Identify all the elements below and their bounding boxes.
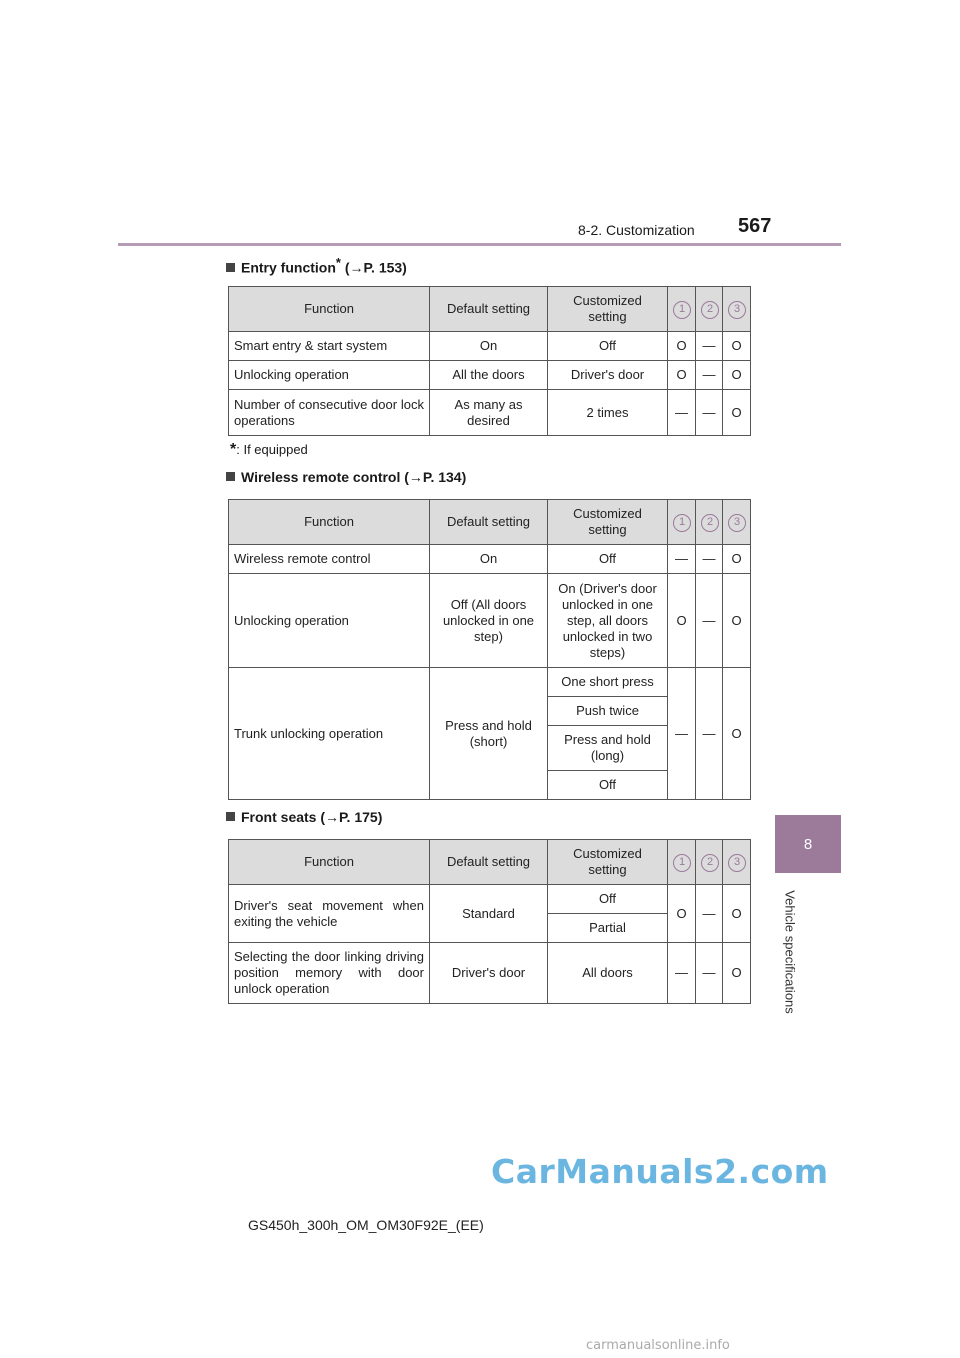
column-customized: Customized setting xyxy=(548,287,668,332)
table-row: Trunk unlocking operation Press and hold (short) One short press — — O xyxy=(229,668,751,697)
square-bullet-icon xyxy=(226,812,235,821)
column-2 xyxy=(696,840,723,885)
option-cell: One short press xyxy=(548,668,668,697)
footnote-mark: * xyxy=(335,255,341,270)
circled-2-icon: 2 xyxy=(701,854,719,872)
seats-heading-text: Front seats xyxy=(241,809,317,825)
column-default: Default setting xyxy=(430,840,548,885)
wireless-page-ref[interactable]: (→P. 134) xyxy=(400,469,467,485)
column-function: Function xyxy=(229,840,430,885)
chapter-side-label: Vehicle specifications xyxy=(782,890,798,1014)
footnote-star: * xyxy=(230,441,237,458)
table-header-row xyxy=(229,287,751,332)
entry-function-table xyxy=(228,286,751,436)
watermark-secondary: carmanualsonline.info xyxy=(586,1338,730,1353)
front-seats-table xyxy=(228,839,751,1004)
header-rule xyxy=(118,243,841,246)
column-3 xyxy=(723,287,751,332)
column-1 xyxy=(668,840,696,885)
option-cell: Partial xyxy=(548,914,668,943)
column-customized: Customized setting xyxy=(548,500,668,545)
column-1 xyxy=(668,500,696,545)
table-row: Unlocking operation Off (All doors unlocked in one step) On (Driver's door unlocked in one step, all doors unlocked in two steps) O — O xyxy=(229,574,751,668)
column-default: Default setting xyxy=(430,287,548,332)
circled-3-icon: 3 xyxy=(728,301,746,319)
circled-3-icon: 3 xyxy=(728,514,746,532)
option-cell: Press and hold (long) xyxy=(548,726,668,771)
circled-3-icon: 3 xyxy=(728,854,746,872)
watermark-logo: CarManuals2.com xyxy=(491,1152,829,1191)
circled-2-icon: 2 xyxy=(701,514,719,532)
circled-1-icon: 1 xyxy=(673,854,691,872)
option-cell: Off xyxy=(548,885,668,914)
table-row: Smart entry & start system On Off O — O xyxy=(229,332,751,361)
footnote xyxy=(230,441,308,459)
wireless-remote-table xyxy=(228,499,751,800)
column-2 xyxy=(696,287,723,332)
column-customized: Customized setting xyxy=(548,840,668,885)
column-1 xyxy=(668,287,696,332)
wireless-remote-heading xyxy=(226,469,466,485)
chapter-number: 8 xyxy=(803,835,813,853)
table-row: Driver's seat movement when exiting the vehicle Standard Off O — O xyxy=(229,885,751,914)
square-bullet-icon xyxy=(226,472,235,481)
table-row: Selecting the door linking driving position memory with door unlock operation Driver's door All doors — — O xyxy=(229,943,751,1004)
column-function: Function xyxy=(229,500,430,545)
front-seats-heading xyxy=(226,809,382,825)
table-header-row xyxy=(229,840,751,885)
document-code: GS450h_300h_OM_OM30F92E_(EE) xyxy=(248,1217,484,1233)
chapter-tab[interactable] xyxy=(775,815,841,873)
entry-function-heading xyxy=(226,255,407,276)
square-bullet-icon xyxy=(226,263,235,272)
section-title: 8-2. Customization xyxy=(578,222,695,238)
table-row: Wireless remote control On Off — — O xyxy=(229,545,751,574)
circled-1-icon: 1 xyxy=(673,301,691,319)
seats-page-ref[interactable]: (→P. 175) xyxy=(316,809,383,825)
column-3 xyxy=(723,500,751,545)
option-cell: Off xyxy=(548,771,668,800)
entry-page-ref[interactable]: (→P. 153) xyxy=(340,259,407,276)
column-function: Function xyxy=(229,287,430,332)
circled-2-icon: 2 xyxy=(701,301,719,319)
column-3 xyxy=(723,840,751,885)
column-2 xyxy=(696,500,723,545)
option-cell: Push twice xyxy=(548,697,668,726)
table-header-row xyxy=(229,500,751,545)
table-row: Unlocking operation All the doors Driver's door O — O xyxy=(229,361,751,390)
circled-1-icon: 1 xyxy=(673,514,691,532)
footnote-text: : If equipped xyxy=(236,442,308,457)
entry-heading-text: Entry function xyxy=(241,259,336,276)
column-default: Default setting xyxy=(430,500,548,545)
wireless-heading-text: Wireless remote control xyxy=(241,469,401,485)
page-number: 567 xyxy=(738,215,772,237)
table-row: Number of consecutive door lock operations As many as desired 2 times — — O xyxy=(229,390,751,436)
